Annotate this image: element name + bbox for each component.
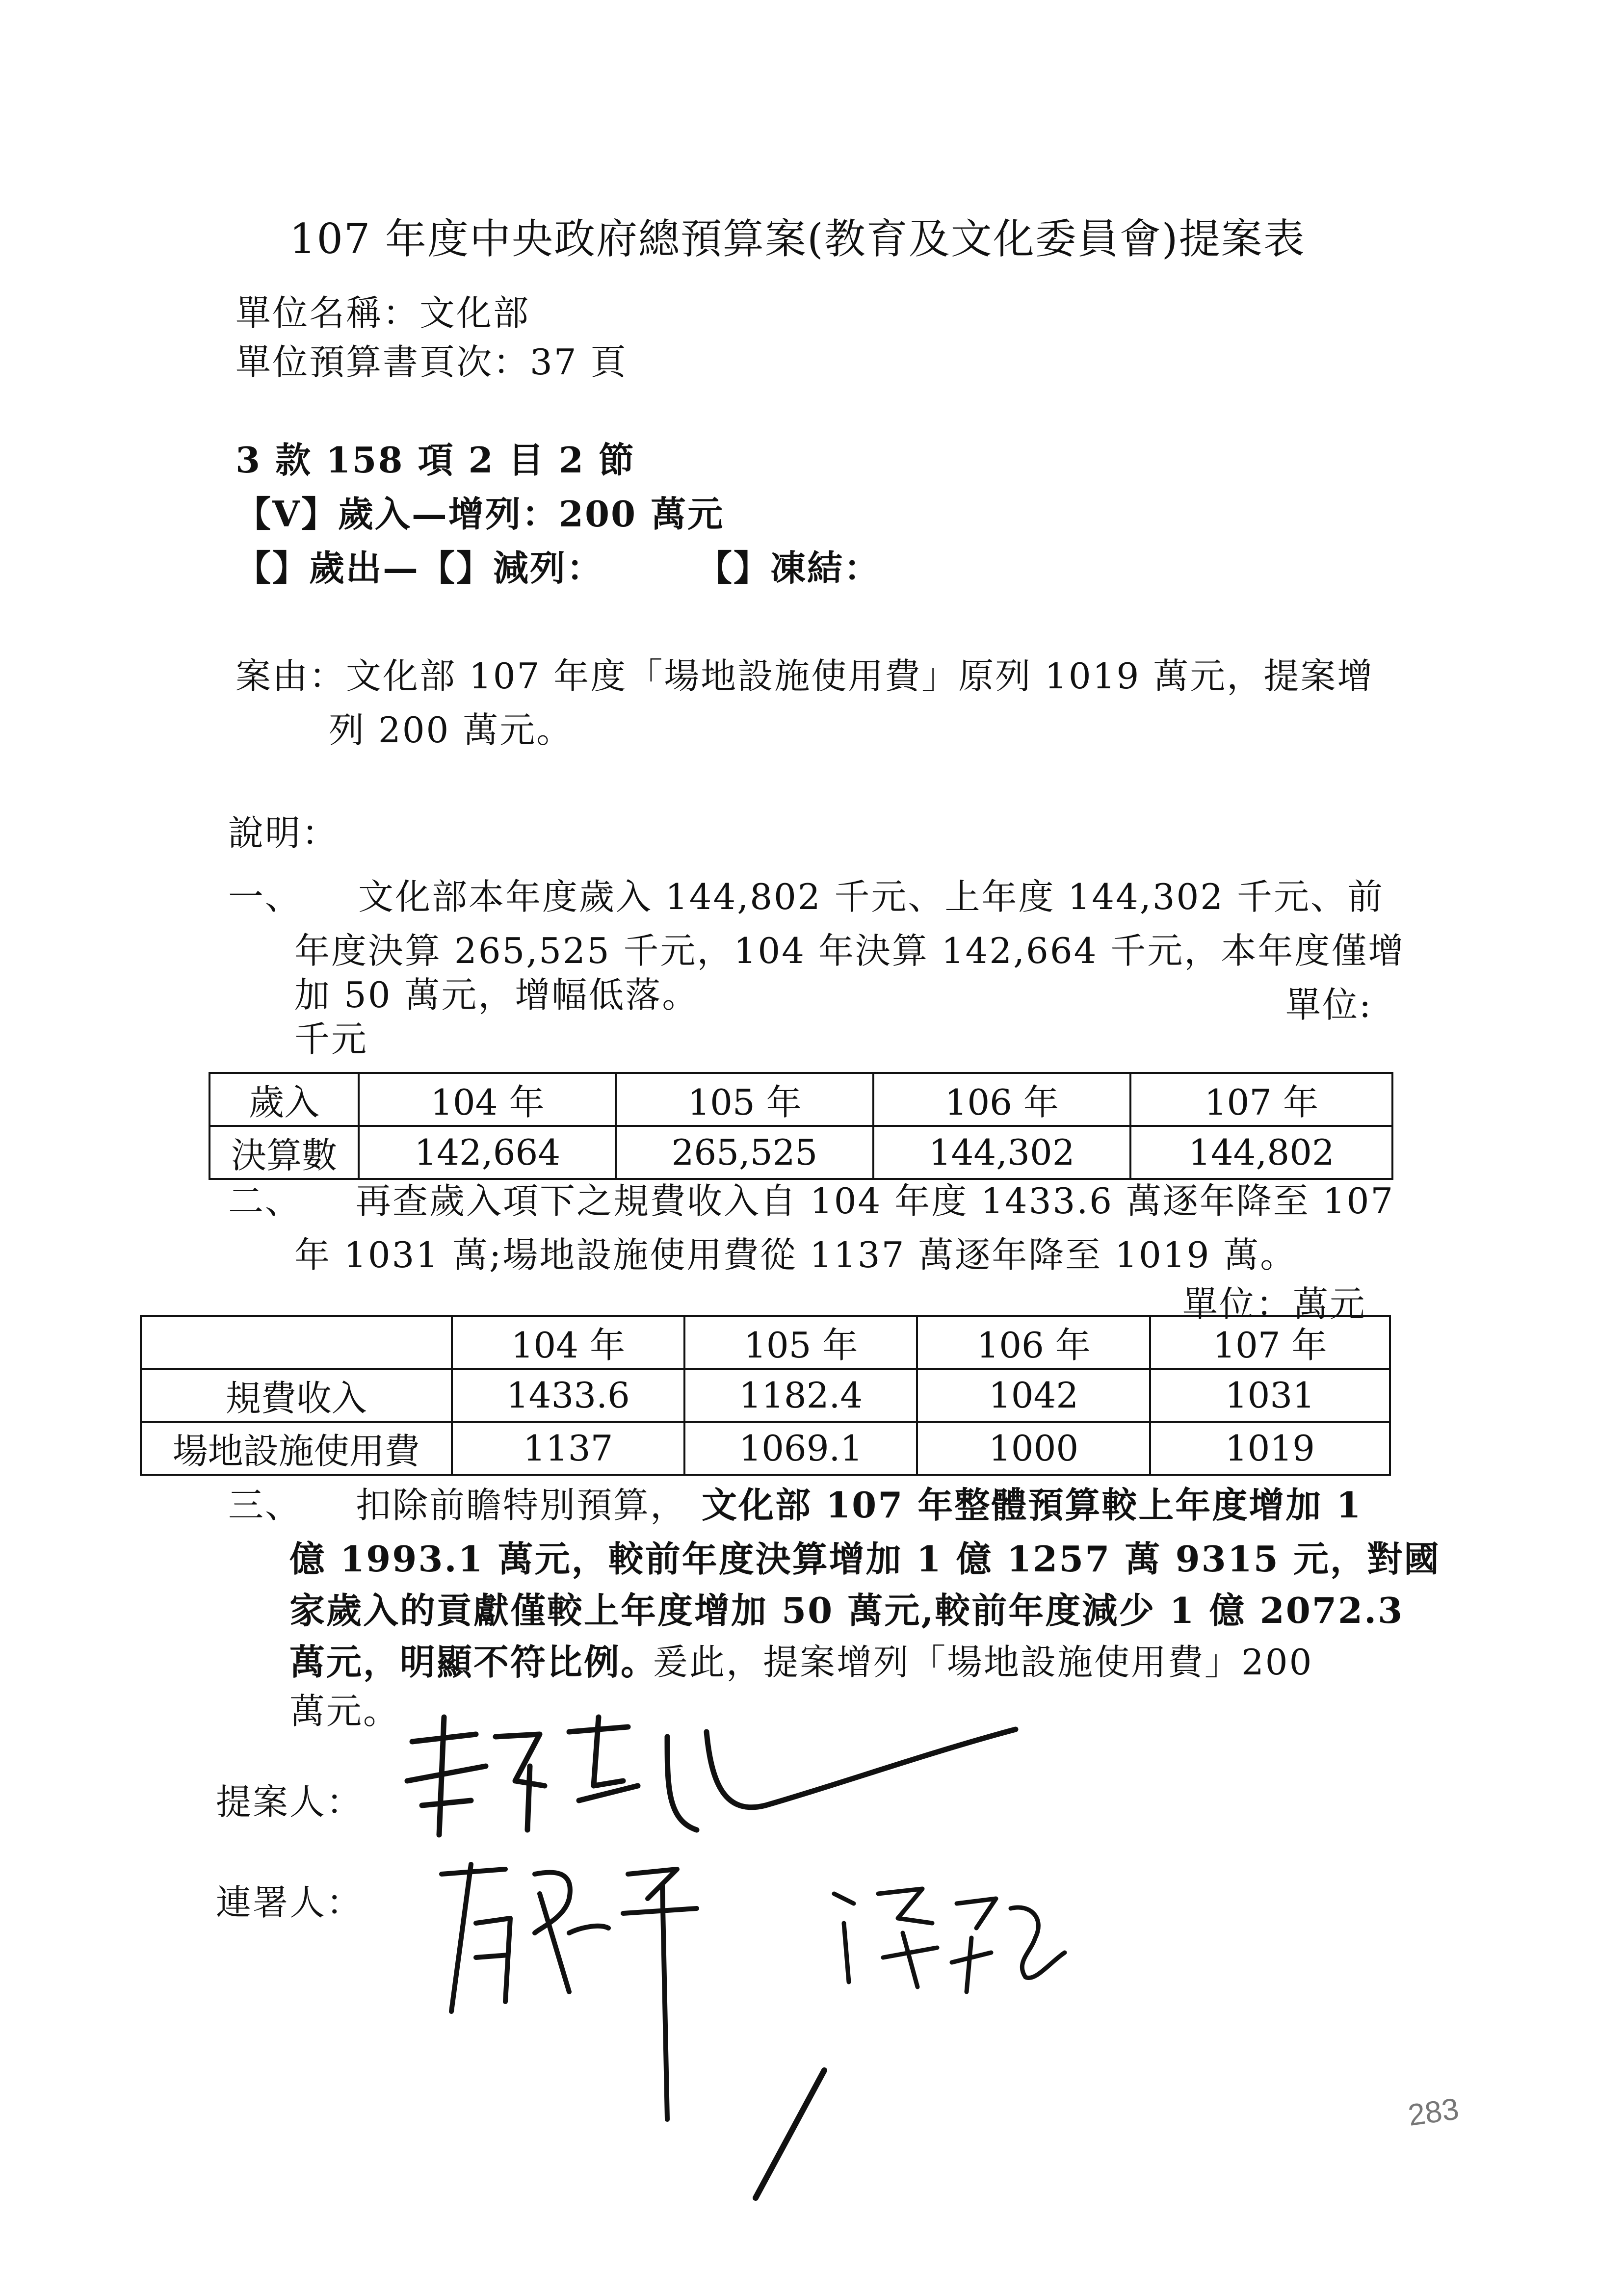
budget-section: 3 款 158 項 2 目 2 節 [236, 439, 636, 481]
table-row [210, 1126, 1392, 1179]
table1-cell: 決算數 [210, 1126, 359, 1179]
cosigner-signature-1 [422, 1854, 765, 2129]
explain-label: 說明： [228, 812, 339, 854]
table2-cell: 規費收入 [141, 1369, 452, 1422]
fee-table [140, 1315, 1391, 1476]
unit-name: 單位名稱：文化部 [236, 292, 530, 334]
table2-cell: 場地設施使用費 [141, 1422, 452, 1475]
document-title: 107 年度中央政府總預算案(教育及文化委員會)提案表 [289, 215, 1306, 263]
table-row [210, 1073, 1392, 1126]
freeze-line: 【】凍結： [697, 547, 881, 589]
table2-cell: 1069.1 [684, 1422, 917, 1475]
item2-line-2: 年 1031 萬;場地設施使用費從 1137 萬逐年降至 1019 萬。 [294, 1234, 1297, 1276]
revenue-table [209, 1072, 1393, 1180]
table1-cell: 142,664 [359, 1126, 616, 1179]
item1-unit: 單位: [1285, 984, 1373, 1025]
item2-line-1: 再查歲入項下之規費收入自 104 年度 1433.6 萬逐年降至 107 [356, 1180, 1395, 1222]
proposer-signature [393, 1707, 1030, 1854]
page-mark: 283 [1406, 2092, 1461, 2133]
table2-header-cell: 104 年 [452, 1316, 684, 1369]
item2-unit: 單位：萬元 [1182, 1283, 1367, 1325]
pen-stroke-mark [736, 2061, 844, 2208]
reason-line-1: 案由：文化部 107 年度「場地設施使用費」原列 1019 萬元，提案增 [236, 655, 1374, 697]
table1-header-cell: 106 年 [873, 1073, 1130, 1126]
item3-line-1b: 文化部 107 年整體預算較上年度增加 1 [702, 1484, 1362, 1526]
table2-cell: 1019 [1150, 1422, 1390, 1475]
cosigner-label: 連署人： [216, 1882, 364, 1923]
item3-line-4b: 爰此，提案增列「場地設施使用費」200 [653, 1642, 1313, 1683]
item3-line-3: 家歲入的貢獻僅較上年度增加 50 萬元,較前年度減少 1 億 2072.3 [289, 1590, 1404, 1631]
table1-cell: 144,802 [1130, 1126, 1392, 1179]
item1-line-1: 文化部本年度歲入 144,802 千元、上年度 144,302 千元、前 [358, 876, 1385, 917]
table2-header-cell: 105 年 [684, 1316, 917, 1369]
proposer-label: 提案人： [216, 1781, 364, 1823]
table2-header-cell: 106 年 [917, 1316, 1150, 1369]
item1-line-2: 年度決算 265,525 千元，104 年決算 142,664 千元，本年度僅增 [294, 930, 1405, 971]
table2-cell: 1137 [452, 1422, 684, 1475]
table1-cell: 265,525 [616, 1126, 873, 1179]
table-row [141, 1422, 1390, 1475]
revenue-line: 【V】歲入—增列：200 萬元 [236, 493, 725, 535]
table2-cell: 1182.4 [684, 1369, 917, 1422]
table2-cell: 1000 [917, 1422, 1150, 1475]
table2-cell: 1433.6 [452, 1369, 684, 1422]
table2-cell: 1042 [917, 1369, 1150, 1422]
item1-number: 一、 [228, 876, 302, 917]
table1-header-cell: 107 年 [1130, 1073, 1392, 1126]
table2-cell: 1031 [1150, 1369, 1390, 1422]
cosigner-signature-2 [819, 1874, 1074, 2002]
item2-number: 二、 [228, 1180, 302, 1222]
item3-line-2: 億 1993.1 萬元，較前年度決算增加 1 億 1257 萬 9315 元，對國 [289, 1538, 1441, 1580]
item1-unit-cont: 千元 [294, 1018, 368, 1060]
item3-line-1a: 扣除前瞻特別預算， [356, 1485, 687, 1526]
item3-line-5: 萬元。 [289, 1691, 400, 1732]
unit-page: 單位預算書頁次：37 頁 [236, 341, 628, 383]
item3-number: 三、 [228, 1485, 302, 1526]
table1-cell: 144,302 [873, 1126, 1130, 1179]
table-row [141, 1316, 1390, 1369]
table1-header-cell: 歲入 [210, 1073, 359, 1126]
reason-line-2: 列 200 萬元。 [329, 709, 574, 751]
table2-header-cell: 107 年 [1150, 1316, 1390, 1369]
item3-line-4a: 萬元，明顯不符比例。 [289, 1641, 658, 1683]
table2-header-cell [141, 1316, 452, 1369]
expense-line: 【】歲出—【】減列： [236, 547, 604, 589]
item1-line-3: 加 50 萬元，增幅低落。 [294, 974, 699, 1016]
table-row [141, 1369, 1390, 1422]
table1-header-cell: 105 年 [616, 1073, 873, 1126]
table1-header-cell: 104 年 [359, 1073, 616, 1126]
